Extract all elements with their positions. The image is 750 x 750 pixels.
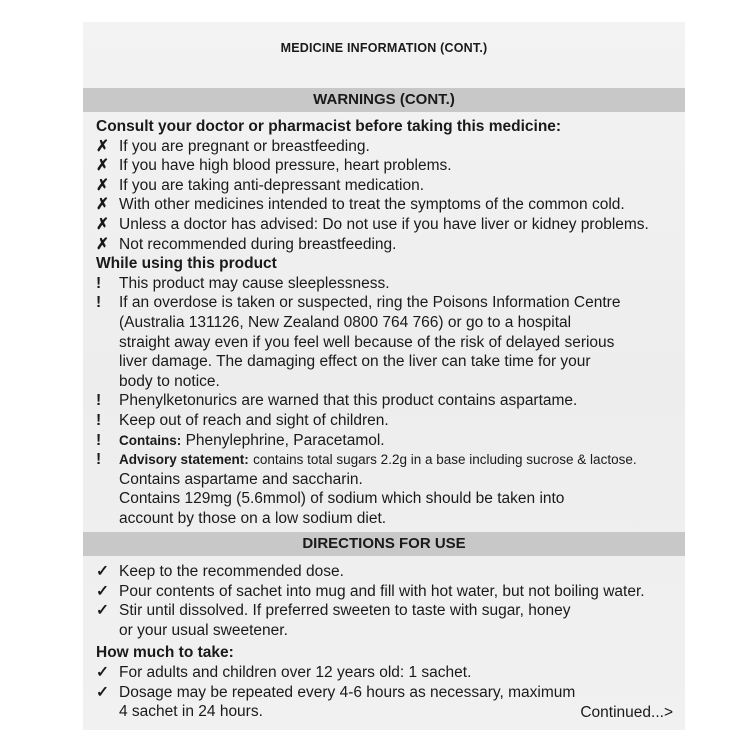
exclamation-icon: ! — [96, 411, 102, 429]
consult-item: ✗ Unless a doctor has advised: Do not use if you have liver or kidney problems. — [96, 215, 649, 233]
how-much-heading: How much to take: — [96, 644, 234, 662]
direction-item: ✓ Pour contents of sachet into mug and fill with hot water, but not boiling water. — [96, 582, 645, 600]
continued-note: Continued...> — [580, 704, 673, 721]
while-using-heading: While using this product — [96, 255, 277, 273]
exclamation-icon: ! — [96, 294, 102, 312]
while-item-overdose: ! If an overdose is taken or suspected, ring the Poisons Information Centre (Australia 131126, New Zealand 0800 764 766) or go to a hospital straight away even if you feel well because of the risk of delayed serious liver damage. The damaging effect on the liver can take time for your body to notice. — [96, 294, 621, 390]
consult-item: ✗ If you are pregnant or breastfeeding. — [96, 137, 370, 155]
advisory-label: Advisory statement: — [119, 452, 249, 468]
cross-icon: ✗ — [96, 176, 109, 194]
while-item-advisory — [96, 450, 679, 470]
consult-item: ✗ If you are taking anti-depressant medication. — [96, 176, 425, 194]
advisory-line: Contains 129mg (5.6mmol) of sodium which should be taken into — [119, 490, 565, 508]
check-icon: ✓ — [96, 563, 109, 580]
cross-icon: ✗ — [96, 196, 109, 214]
exclamation-icon: ! — [96, 451, 102, 469]
dosage-item: ✓ For adults and children over 12 years old: 1 sachet. — [96, 663, 472, 681]
contains-value: Phenylephrine, Paracetamol. — [185, 431, 385, 449]
warnings-section — [96, 117, 679, 528]
warnings-header: WARNINGS (CONT.) — [83, 88, 685, 112]
direction-item: ✓ Stir until dissolved. If preferred sweeten to taste with sugar, honey or your usual sweetener. — [96, 602, 571, 639]
while-item-reach: ! Keep out of reach and sight of children. — [96, 411, 389, 429]
advisory-line: account by those on a low sodium diet. — [119, 509, 387, 527]
leaflet-panel — [83, 22, 685, 730]
exclamation-icon: ! — [96, 392, 102, 410]
while-item-contains — [96, 431, 679, 451]
exclamation-icon: ! — [96, 274, 102, 292]
check-icon: ✓ — [96, 602, 109, 620]
consult-item: ✗ If you have high blood pressure, heart problems. — [96, 157, 452, 175]
advisory-line: Contains aspartame and saccharin. — [119, 470, 363, 488]
check-icon: ✓ — [96, 683, 109, 701]
cross-icon: ✗ — [96, 215, 109, 233]
cross-icon: ✗ — [96, 235, 109, 253]
consult-heading: Consult your doctor or pharmacist before taking this medicine: — [96, 118, 562, 135]
check-icon: ✓ — [96, 582, 109, 600]
cross-icon: ✗ — [96, 137, 109, 155]
dosage-item: ✓ Dosage may be repeated every 4-6 hours as necessary, maximum 4 sachet in 24 hours. — [96, 683, 576, 721]
consult-item: ✗ Not recommended during breastfeeding. — [96, 235, 397, 253]
consult-item: ✗ With other medicines intended to treat the symptoms of the common cold. — [96, 196, 625, 214]
while-item-phenyl: ! Phenylketonurics are warned that this product contains aspartame. — [96, 392, 578, 410]
direction-item: ✓ Keep to the recommended dose. — [96, 563, 344, 580]
advisory-value: contains total sugars 2.2g in a base including sucrose & lactose. — [253, 452, 637, 468]
check-icon: ✓ — [96, 663, 109, 681]
directions-header: DIRECTIONS FOR USE — [83, 532, 685, 556]
exclamation-icon: ! — [96, 431, 102, 449]
cross-icon: ✗ — [96, 157, 109, 175]
page-title: MEDICINE INFORMATION (CONT.) — [280, 41, 488, 55]
while-item-sleep: ! This product may cause sleeplessness. — [96, 274, 390, 292]
directions-section — [96, 562, 679, 722]
contains-label: Contains: — [119, 432, 182, 448]
